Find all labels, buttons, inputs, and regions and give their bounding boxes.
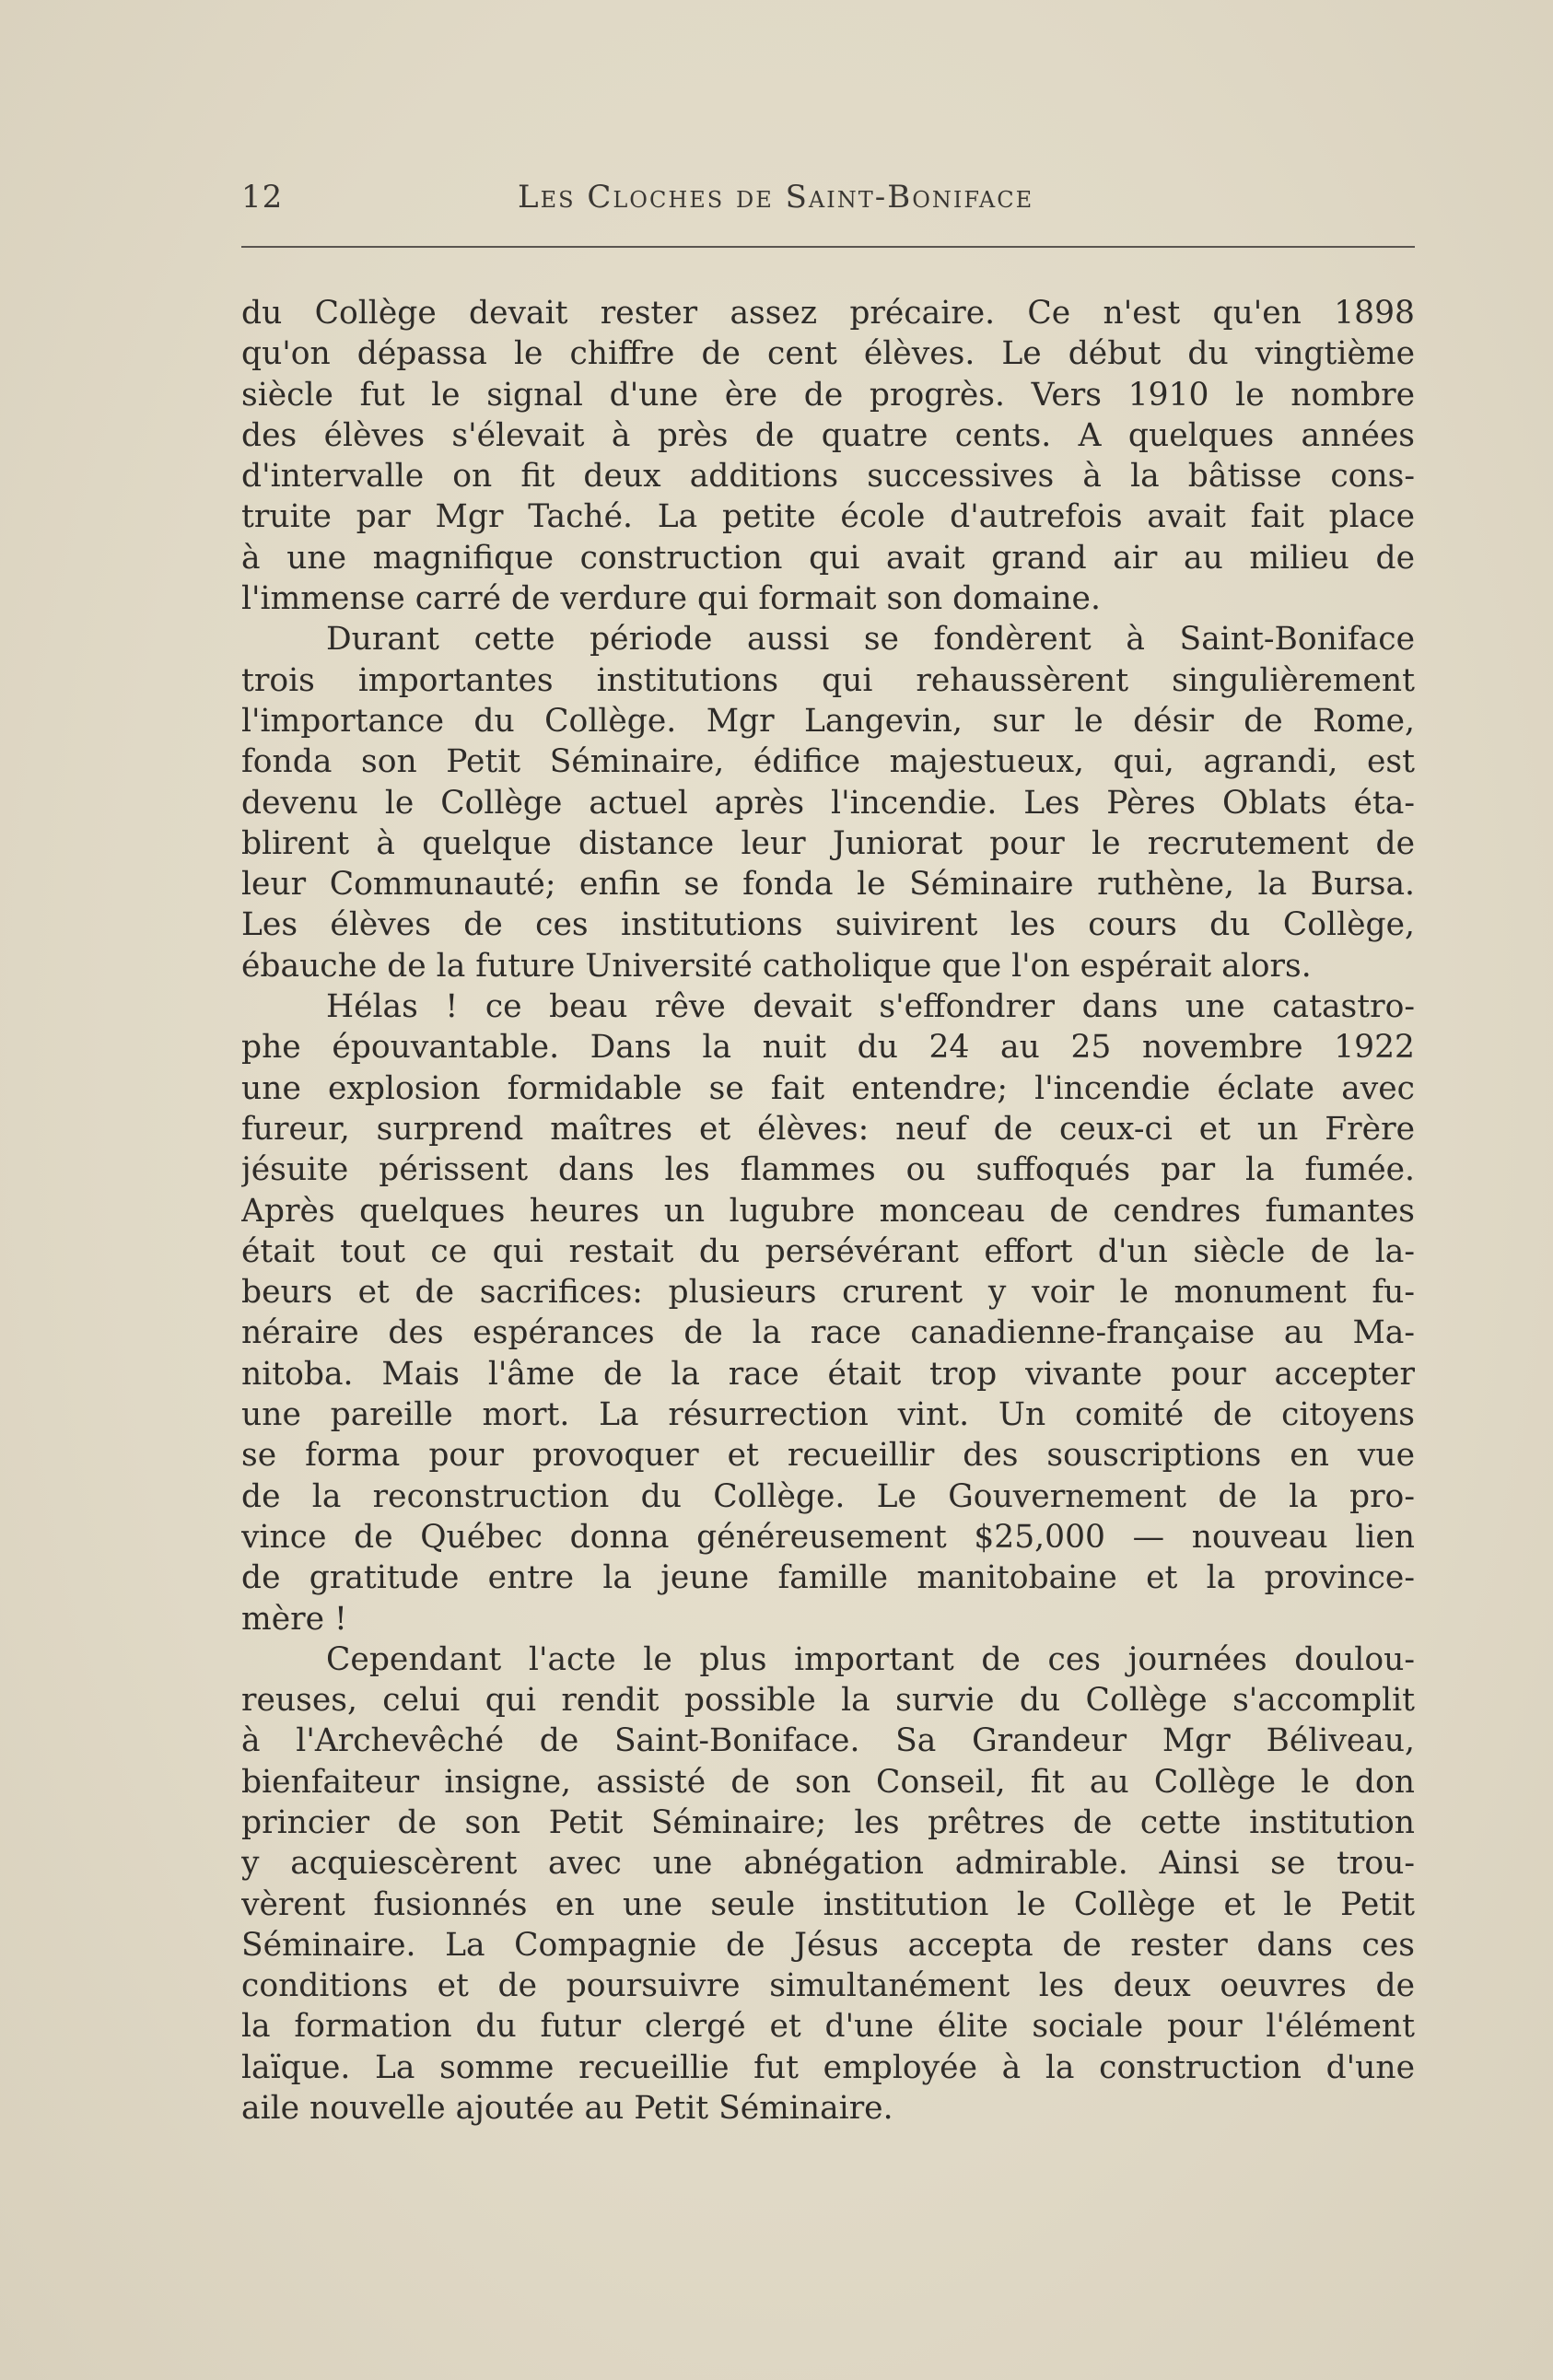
text-line: était tout ce qui restait du persévérant effort d'un siècle de la- <box>241 1232 1415 1270</box>
text-line: Cependant l'acte le plus important de ces journées doulou- <box>326 1640 1415 1678</box>
text-line: se forma pour provoquer et recueillir des souscriptions en vue <box>241 1437 1415 1475</box>
running-title: Les Cloches de Saint-Boniface <box>518 179 1034 216</box>
text-line: Séminaire. La Compagnie de Jésus accepta de rester dans ces <box>241 1926 1415 1964</box>
text-line: beurs et de sacrifices: plusieurs crurent y voir le monument fu- <box>241 1274 1415 1312</box>
text-line: ébauche de la future Université catholique que l'on espérait alors. <box>241 947 1312 985</box>
text-line: du Collège devait rester assez précaire. Ce n'est qu'en 1898 <box>241 295 1415 332</box>
text-line: reuses, celui qui rendit possible la survie du Collège s'accomplit <box>241 1682 1415 1720</box>
text-line: de la reconstruction du Collège. Le Gouvernement de la pro- <box>241 1477 1415 1515</box>
text-line: d'intervalle on fit deux additions successives à la bâtisse cons- <box>241 458 1415 496</box>
text-line: une pareille mort. La résurrection vint. Un comité de citoyens <box>241 1396 1415 1434</box>
text-line: qu'on dépassa le chiffre de cent élèves. Le début du vingtième <box>241 335 1415 373</box>
text-line: Les élèves de ces institutions suivirent les cours du Collège, <box>241 906 1415 944</box>
text-line: leur Communauté; enfin se fonda le Séminaire ruthène, la Bursa. <box>241 866 1415 904</box>
text-line: nitoba. Mais l'âme de la race était trop vivante pour accepter <box>241 1355 1415 1393</box>
text-line: phe épouvantable. Dans la nuit du 24 au 25 novembre 1922 <box>241 1029 1415 1067</box>
text-line: jésuite périssent dans les flammes ou suffoqués par la fumée. <box>241 1151 1415 1189</box>
text-line: à une magnifique construction qui avait grand air au milieu de <box>241 539 1415 577</box>
text-line: blirent à quelque distance leur Juniorat pour le recrutement de <box>241 824 1415 862</box>
text-line: truite par Mgr Taché. La petite école d'autrefois avait fait place <box>241 498 1415 536</box>
text-line: la formation du futur clergé et d'une élite sociale pour l'élément <box>241 2008 1415 2046</box>
text-line: de gratitude entre la jeune famille manitobaine et la province- <box>241 1559 1415 1597</box>
text-line: conditions et de poursuivre simultanément les deux oeuvres de <box>241 1967 1415 2005</box>
text-line: siècle fut le signal d'une ère de progrès. Vers 1910 le nombre <box>241 376 1415 414</box>
text-line: néraire des espérances de la race canadienne-française au Ma- <box>241 1314 1415 1352</box>
body-text <box>241 293 1415 2129</box>
header-rule <box>241 246 1415 248</box>
text-line: y acquiescèrent avec une abnégation admirable. Ainsi se trou- <box>241 1845 1415 1883</box>
text-line: vèrent fusionnés en une seule institution le Collège et le Petit <box>241 1885 1415 1923</box>
page-number: 12 <box>241 179 284 216</box>
text-line: trois importantes institutions qui rehaussèrent singulièrement <box>241 661 1415 699</box>
text-line: mère ! <box>241 1600 347 1638</box>
page-header <box>241 179 1415 230</box>
text-line: aile nouvelle ajoutée au Petit Séminaire. <box>241 2090 893 2128</box>
text-line: à l'Archevêché de Saint-Boniface. Sa Grandeur Mgr Béliveau, <box>241 1722 1415 1760</box>
text-line: laïque. La somme recueillie fut employée à la construction d'une <box>241 2048 1415 2086</box>
text-line: des élèves s'élevait à près de quatre cents. A quelques années <box>241 416 1415 454</box>
text-line: une explosion formidable se fait entendre; l'incendie éclate avec <box>241 1069 1415 1107</box>
text-line: Après quelques heures un lugubre monceau de cendres fumantes <box>241 1192 1415 1230</box>
text-line: vince de Québec donna généreusement $25,000 — nouveau lien <box>241 1518 1415 1556</box>
text-line: princier de son Petit Séminaire; les prêtres de cette institution <box>241 1803 1415 1841</box>
text-line: Durant cette période aussi se fondèrent à Saint-Boniface <box>326 621 1415 659</box>
text-line: bienfaiteur insigne, assisté de son Conseil, fit au Collège le don <box>241 1763 1415 1801</box>
text-line: fonda son Petit Séminaire, édifice majestueux, qui, agrandi, est <box>241 743 1415 781</box>
text-line: devenu le Collège actuel après l'incendie. Les Pères Oblats éta- <box>241 784 1415 822</box>
text-line: l'immense carré de verdure qui formait son domaine. <box>241 580 1101 618</box>
text-line: l'importance du Collège. Mgr Langevin, sur le désir de Rome, <box>241 702 1415 740</box>
text-line: fureur, surprend maîtres et élèves: neuf de ceux-ci et un Frère <box>241 1110 1415 1148</box>
text-line: Hélas ! ce beau rêve devait s'effondrer dans une catastro- <box>326 988 1415 1026</box>
